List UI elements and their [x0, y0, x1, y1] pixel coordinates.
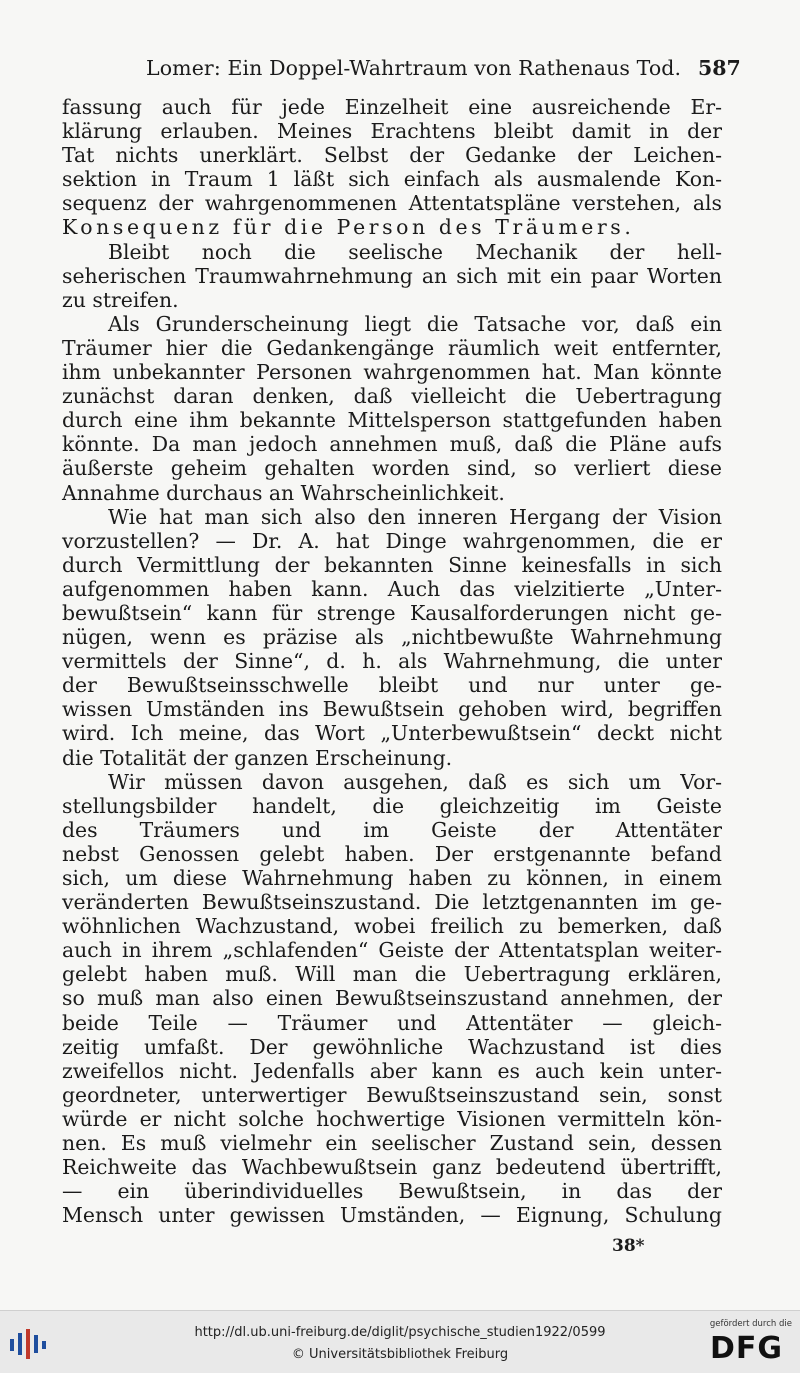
running-head: [0, 56, 800, 86]
text-line: des Träumers und im Geiste der Attentäter: [62, 817, 722, 842]
copyright-notice: © Universitätsbibliothek Freiburg: [291, 1347, 509, 1362]
text-line: nen. Es muß vielmehr ein seelischer Zustand sein, dessen: [62, 1131, 722, 1156]
viewer-footer: [0, 1310, 800, 1373]
text-line: der Bewußtseinsschwelle bleibt und nur unter ge-: [62, 673, 722, 698]
text-line: veränderten Bewußtseinszustand. Die letztgenannten im ge-: [62, 890, 722, 915]
text-line: zu streifen.: [62, 287, 179, 312]
text-line: durch Vermittlung der bekannten Sinne keinesfalls in sich: [62, 552, 722, 577]
text-line: stellungsbilder handelt, die gleichzeitig im Geiste: [62, 793, 722, 818]
text-line: nebst Genossen gelebt haben. Der erstgenannte befand: [62, 841, 722, 866]
text-line: beide Teile — Träumer und Attentäter — gleich-: [62, 1010, 722, 1035]
body-text: [62, 95, 722, 1227]
text-line: zweifellos nicht. Jedenfalls aber kann es auch kein unter-: [62, 1058, 722, 1083]
text-line: auch in ihrem „schlafenden“ Geiste der Attentatsplan weiter-: [62, 938, 722, 963]
paragraph-first-line: Wir müssen davon ausgehen, daß es sich um Vor-: [108, 769, 722, 794]
text-line: wird. Ich meine, das Wort „Unterbewußtsein“ deckt nicht: [62, 721, 722, 746]
text-line: — ein überindividuelles Bewußtsein, in das der: [62, 1179, 722, 1204]
text-line: nügen, wenn es präzise als „nichtbewußte Wahrnehmung: [62, 625, 722, 650]
text-line: so muß man also einen Bewußtseinszustand annehmen, der: [62, 986, 722, 1011]
text-line: vermittels der Sinne“, d. h. als Wahrnehmung, die unter: [62, 649, 722, 674]
text-line: klärung erlauben. Meines Erachtens bleibt damit in der: [62, 119, 722, 144]
text-line: durch eine ihm bekannte Mittelsperson stattgefunden haben: [62, 408, 722, 433]
text-line: wissen Umständen ins Bewußtsein gehoben wird, begriffen: [62, 697, 722, 722]
text-line: fassung auch für jede Einzelheit eine ausreichende Er-: [62, 95, 722, 119]
text-line: die Totalität der ganzen Erscheinung.: [62, 745, 453, 770]
paragraph-first-line: Bleibt noch die seelische Mechanik der hell-: [108, 239, 722, 264]
text-line: Träumer hier die Gedankengänge räumlich weit entfernter,: [62, 335, 722, 360]
text-line: bewußtsein“ kann für strenge Kausalforderungen nicht ge-: [62, 600, 722, 625]
text-line: aufgenommen haben kann. Auch das vielzitierte „Unter-: [62, 576, 722, 601]
dfg-logo: DFG: [710, 1331, 784, 1366]
permalink-url[interactable]: http://dl.ub.uni-freiburg.de/diglit/psychische_studien1922/0599: [194, 1325, 606, 1340]
text-line: seherischen Traumwahrnehmung an sich mit ein paar Worten: [62, 263, 722, 288]
text-line: sequenz der wahrgenommenen Attentatspläne verstehen, als: [62, 191, 722, 216]
text-line: Annahme durchaus an Wahrscheinlichkeit.: [62, 480, 505, 505]
text-line: wöhnlichen Wachzustand, wobei freilich zu bemerken, daß: [62, 914, 722, 939]
text-line: sektion in Traum 1 läßt sich einfach als ausmalende Kon-: [62, 167, 722, 192]
text-line: Mensch unter gewissen Umständen, — Eignung, Schulung: [62, 1203, 722, 1228]
text-line: könnte. Da man jedoch annehmen muß, daß die Pläne aufs: [62, 432, 722, 457]
running-title: Lomer: Ein Doppel-Wahrtraum von Rathenaus Tod.: [146, 56, 682, 80]
text-line: vorzustellen? — Dr. A. hat Dinge wahrgenommen, die er: [62, 528, 722, 553]
text-line: geordneter, unterwertiger Bewußtseinszustand sein, sonst: [62, 1082, 722, 1107]
page-number: 587: [698, 56, 741, 80]
signature-mark: 38*: [612, 1236, 645, 1256]
paragraph-first-line: Wie hat man sich also den inneren Hergang der Vision: [108, 504, 722, 529]
text-line: äußerste geheim gehalten worden sind, so verliert diese: [62, 456, 722, 481]
text-line: ihm unbekannter Personen wahrgenommen hat. Man könnte: [62, 360, 722, 385]
text-line: Reichweite das Wachbewußtsein ganz bedeutend übertrifft,: [62, 1155, 722, 1180]
text-line: sich, um diese Wahrnehmung haben zu können, in einem: [62, 866, 722, 890]
text-line-spaced: Konsequenz für die Person des Träumers.: [62, 215, 635, 240]
text-line: würde er nicht solche hochwertige Visionen vermitteln kön-: [62, 1106, 722, 1131]
text-line: gelebt haben muß. Will man die Uebertragung erklären,: [62, 962, 722, 987]
paragraph-first-line: Als Grunderscheinung liegt die Tatsache vor, daß ein: [108, 311, 722, 336]
dfg-tagline: gefördert durch die: [709, 1319, 792, 1329]
text-line: zeitig umfaßt. Der gewöhnliche Wachzustand ist dies: [62, 1034, 722, 1059]
dfg-funding-badge: [706, 1319, 796, 1369]
text-line: zunächst daran denken, daß vielleicht die Uebertragung: [62, 384, 722, 409]
text-line: Tat nichts unerklärt. Selbst der Gedanke der Leichen-: [62, 143, 722, 168]
